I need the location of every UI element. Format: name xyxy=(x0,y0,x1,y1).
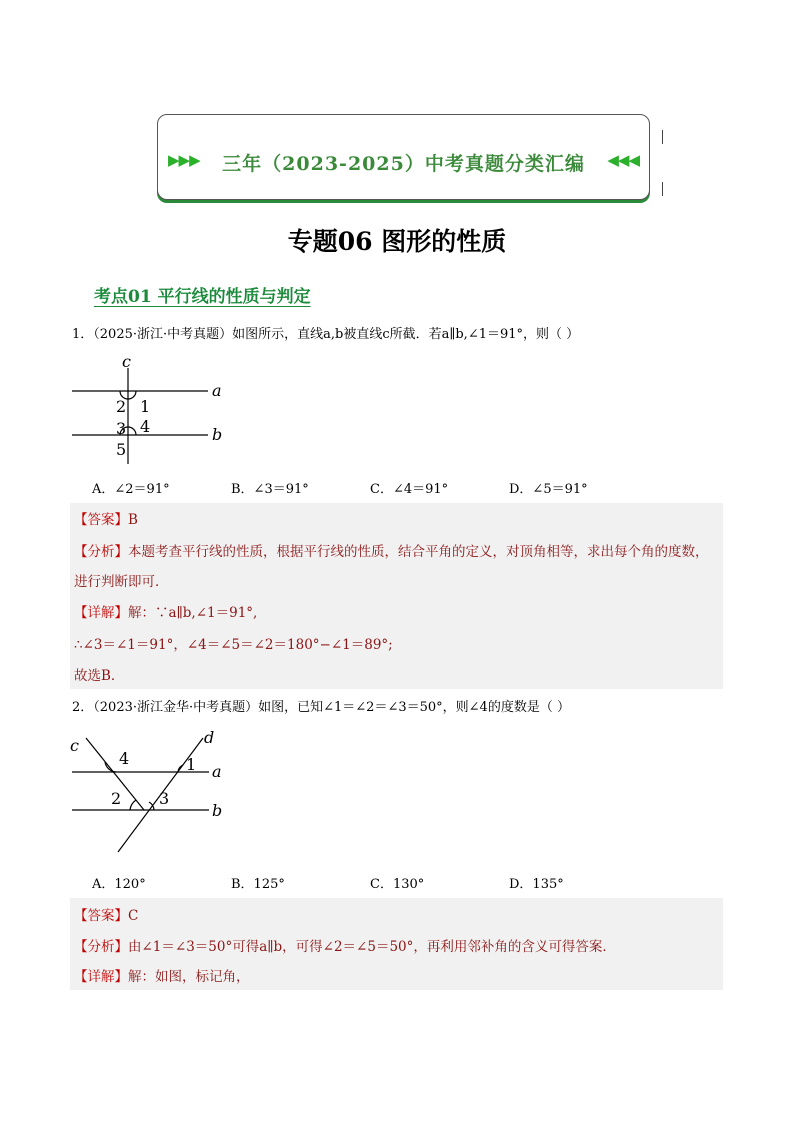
label-a: a xyxy=(212,762,222,781)
angle-2-label: 2 xyxy=(116,397,127,416)
analysis-continued: 进行判断即可． xyxy=(74,574,169,590)
left-arrows-icon: ▶▶▶ xyxy=(168,151,200,169)
label-c: c xyxy=(122,352,131,371)
detail-line xyxy=(74,601,257,621)
option-a[interactable]: A．120° xyxy=(92,877,146,892)
angle-1-label: 1 xyxy=(140,397,151,416)
option-c[interactable]: C．130° xyxy=(370,877,425,892)
label-b: b xyxy=(212,801,223,820)
section-heading: 考点01 平行线的性质与判定 xyxy=(94,287,311,307)
label-d: d xyxy=(204,728,215,747)
answer-line xyxy=(74,904,138,924)
option-a[interactable]: A．∠2＝91° xyxy=(92,482,170,497)
answer-value: B xyxy=(128,512,138,528)
analysis-text: 本题考查平行线的性质，根据平行线的性质，结合平角的定义，对顶角相等，求出每个角的度数， xyxy=(128,544,709,560)
edge-mark xyxy=(662,130,663,144)
label-b: b xyxy=(212,425,223,444)
right-arrows-icon: ◀◀◀ xyxy=(607,151,639,169)
angle-3-label: 3 xyxy=(116,419,127,438)
analysis-tag: 【分析】 xyxy=(74,939,128,955)
angle-5-label: 5 xyxy=(116,440,127,459)
detail-conclusion: 故选B． xyxy=(74,668,125,684)
detail-text: 解：如图，标记角， xyxy=(128,969,250,985)
analysis-tag: 【分析】 xyxy=(74,544,128,560)
angle-2-label: 2 xyxy=(111,789,122,808)
analysis-line xyxy=(74,935,616,955)
question-2-options xyxy=(92,873,648,892)
answer-value: C xyxy=(128,908,139,924)
question-2-stem: 2．（2023·浙江金华·中考真题）如图，已知∠1＝∠2＝∠3＝50°，则∠4的度数是（ ） xyxy=(72,700,570,715)
detail-text: 解：∵a∥b,∠1＝91°, xyxy=(128,605,258,621)
detail-step: ∴∠3＝∠1＝91°，∠4＝∠5＝∠2＝180°−∠1＝89°; xyxy=(74,637,393,653)
angle-3-label: 3 xyxy=(159,789,170,808)
detail-tag: 【详解】 xyxy=(74,969,128,985)
option-d[interactable]: D．135° xyxy=(509,877,564,892)
label-a: a xyxy=(212,381,222,400)
question-2-figure xyxy=(66,724,236,854)
option-b[interactable]: B．∠3＝91° xyxy=(231,482,309,497)
analysis-text: 由∠1＝∠3＝50°可得a∥b，可得∠2＝∠5＝50°，再利用邻补角的含义可得答案． xyxy=(128,939,616,955)
option-b[interactable]: B．125° xyxy=(231,877,285,892)
banner-title: 三年（2023-2025）中考真题分类汇编 xyxy=(222,153,585,175)
option-c[interactable]: C．∠4＝91° xyxy=(370,482,449,497)
detail-tag: 【详解】 xyxy=(74,605,128,621)
header-banner xyxy=(157,114,650,200)
analysis-line xyxy=(74,540,709,560)
answer-tag: 【答案】 xyxy=(74,512,128,528)
page-title: 专题06 图形的性质 xyxy=(287,227,507,256)
edge-mark xyxy=(662,182,663,196)
answer-tag: 【答案】 xyxy=(74,908,128,924)
question-1-stem: 1．（2025·浙江·中考真题）如图所示，直线a,b被直线c所截．若a∥b,∠1＝91°，则（ ） xyxy=(72,327,580,342)
angle-1-label: 1 xyxy=(186,755,197,774)
answer-line xyxy=(74,508,138,528)
label-c: c xyxy=(70,736,79,755)
question-1-figure xyxy=(66,350,236,465)
angle-4-label: 4 xyxy=(140,417,151,436)
detail-line xyxy=(74,965,250,985)
option-d[interactable]: D．∠5＝91° xyxy=(509,482,588,497)
question-1-options xyxy=(92,478,648,497)
question-1-solution xyxy=(70,503,723,689)
angle-4-label: 4 xyxy=(119,749,130,768)
question-2-solution xyxy=(70,898,723,990)
